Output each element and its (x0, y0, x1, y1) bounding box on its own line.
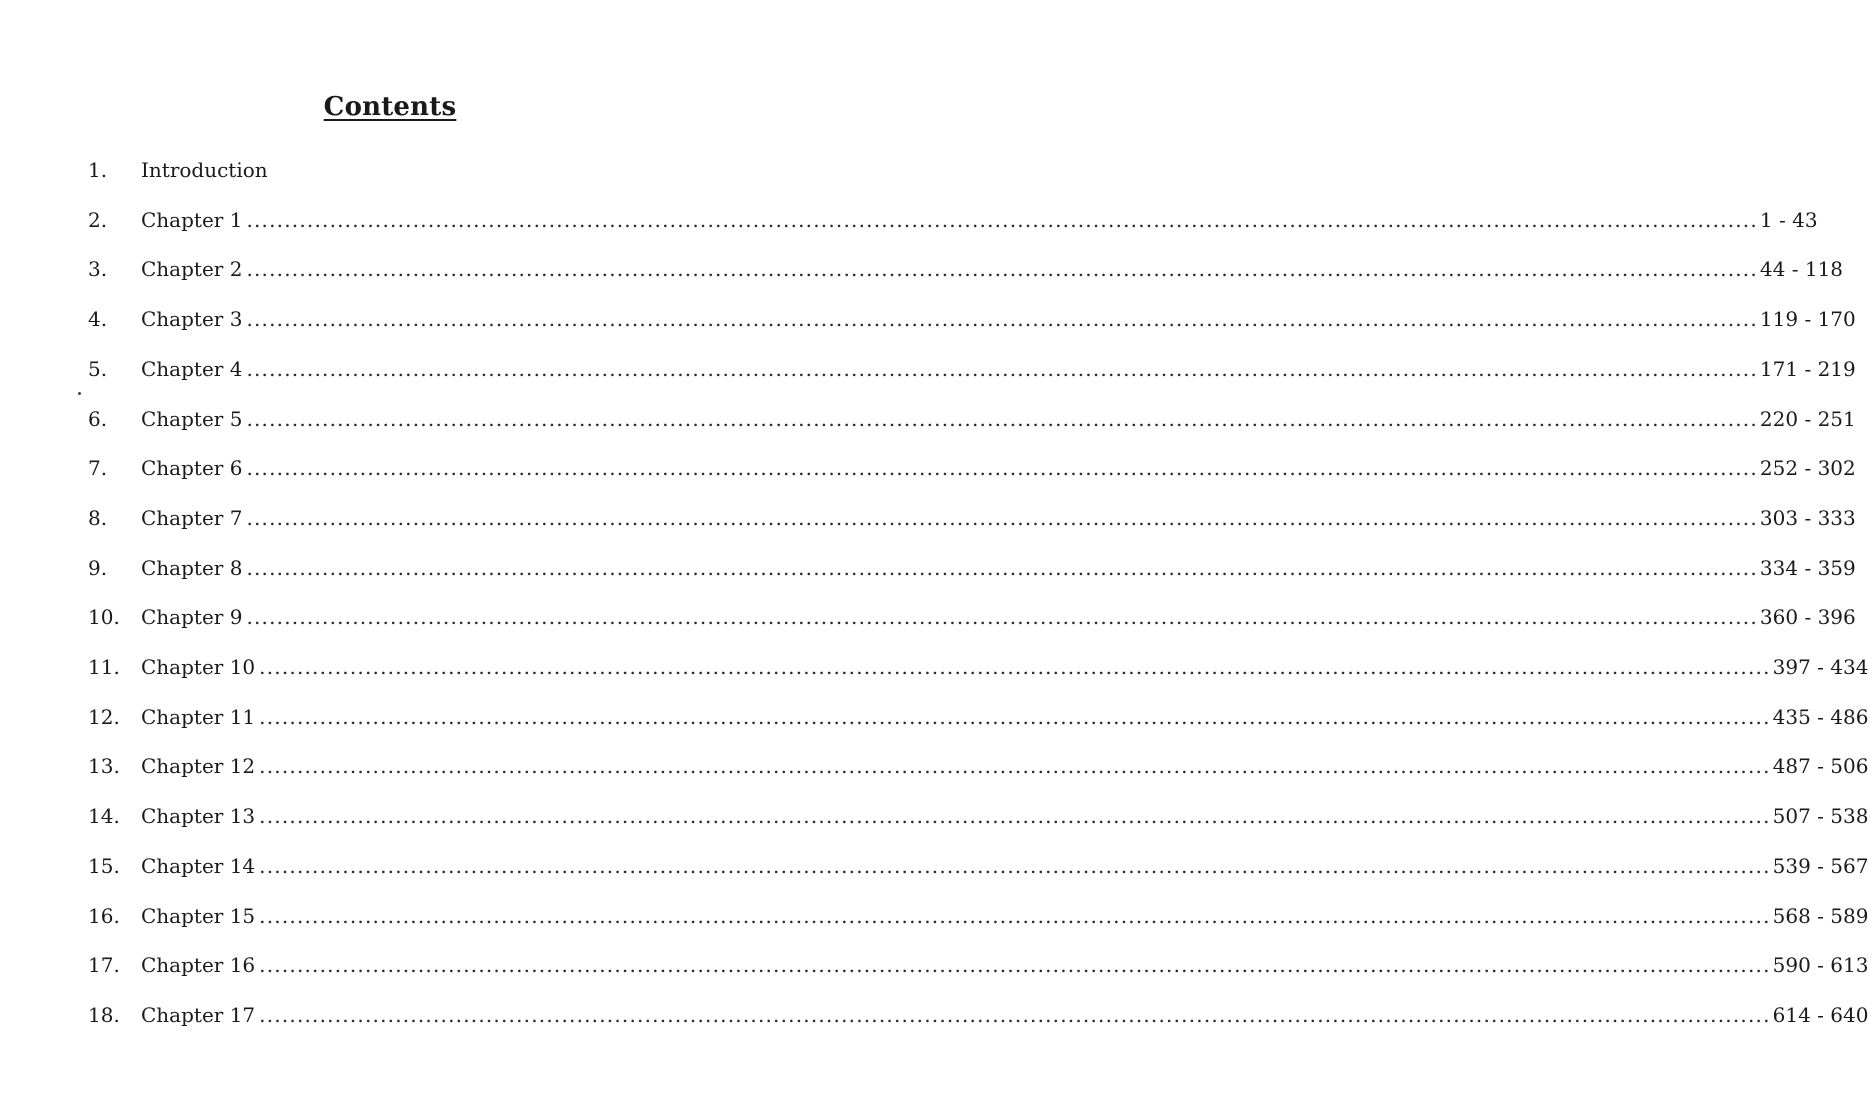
page-title: Contents (323, 92, 457, 122)
toc-entry (0, 697, 1868, 737)
entry-label: Chapter 2 (141, 257, 243, 282)
page-range: 435 - 486 (1772, 704, 1868, 729)
entry-number: 2. (88, 207, 108, 232)
entry-line (141, 504, 1856, 532)
entry-label: Chapter 13 (141, 804, 256, 829)
dot-leader: ........................................................................................................................................................................................................ (259, 1002, 1771, 1027)
entry-line (141, 951, 1868, 979)
entry-label: Chapter 17 (141, 1002, 256, 1027)
page-range: 171 - 219 (1759, 356, 1856, 381)
entry-label: Chapter 12 (141, 754, 256, 779)
entry-label: Chapter 16 (141, 953, 256, 978)
page-range: 539 - 567 (1772, 853, 1868, 878)
entry-label: Introduction (141, 158, 268, 182)
toc-entry (0, 896, 1868, 936)
dot-leader: ........................................................................................................................................................................................................ (259, 953, 1771, 978)
entry-number: 6. (88, 406, 108, 431)
entry-label: Chapter 14 (141, 853, 256, 878)
toc-entry (0, 945, 1868, 985)
page-range: 44 - 118 (1759, 257, 1844, 282)
entry-number: 3. (88, 257, 108, 282)
page-range: 590 - 613 (1772, 953, 1868, 978)
dot-leader: ........................................................................................................................................................................................................ (259, 704, 1771, 729)
toc-entry (0, 399, 1856, 439)
toc-entry (0, 597, 1856, 637)
entry-line (141, 703, 1868, 731)
entry-line (141, 1001, 1868, 1029)
entry-line (141, 405, 1856, 433)
toc-entry (0, 448, 1856, 488)
entry-number: 16. (88, 903, 120, 928)
page-range: 614 - 640 (1772, 1002, 1868, 1027)
speck-mark (78, 392, 81, 395)
entry-label: Chapter 4 (141, 356, 243, 381)
entry-label: Chapter 15 (141, 903, 256, 928)
page-range: 507 - 538 (1772, 804, 1868, 829)
entry-label: Chapter 7 (141, 505, 243, 530)
entry-number: 5. (88, 356, 108, 381)
entry-line (141, 305, 1856, 333)
entry-number: 8. (88, 505, 108, 530)
entry-number: 18. (88, 1002, 120, 1027)
entry-number: 9. (88, 555, 108, 580)
entry-label: Chapter 10 (141, 655, 256, 679)
page-range: 252 - 302 (1759, 456, 1856, 481)
dot-leader: ........................................................................................................................................................................................................ (259, 655, 1771, 679)
entry-line (141, 902, 1868, 930)
dot-leader: ........................................................................................................................................................................................................ (246, 406, 1758, 431)
entry-line (141, 603, 1856, 631)
entry-label: Chapter 11 (141, 704, 256, 729)
toc-entry (0, 150, 780, 190)
toc-entry (0, 548, 1856, 588)
page-range: 1 - 43 (1759, 207, 1818, 232)
entry-number: 4. (88, 307, 108, 332)
dot-leader: ........................................................................................................................................................................................................ (259, 853, 1771, 878)
entry-line (141, 802, 1868, 830)
dot-leader: ........................................................................................................................................................................................................ (246, 207, 1758, 232)
page-range: 303 - 333 (1759, 505, 1856, 530)
toc-entry (0, 647, 1868, 687)
page-range: 360 - 396 (1759, 605, 1856, 630)
page-range: 568 - 589 (1772, 903, 1868, 928)
entry-label: Chapter 8 (141, 555, 243, 580)
entry-number: 15. (88, 853, 120, 878)
dot-leader: ........................................................................................................................................................................................................ (246, 505, 1758, 530)
dot-leader: ........................................................................................................................................................................................................ (246, 555, 1758, 580)
entry-number: 17. (88, 953, 120, 978)
entry-label: Chapter 1 (141, 207, 243, 232)
entry-number: 7. (88, 456, 108, 481)
dot-leader: ........................................................................................................................................................................................................ (259, 903, 1771, 928)
entry-number: 10. (88, 605, 120, 630)
toc-entry (0, 200, 1818, 240)
page-range: 397 - 434 (1772, 655, 1868, 679)
dot-leader: ........................................................................................................................................................................................................ (246, 456, 1758, 481)
entry-line (141, 653, 1868, 681)
entry-number: 1. (88, 158, 108, 182)
entry-line (141, 156, 686, 184)
entry-line (141, 255, 1844, 283)
entry-line (141, 752, 1868, 780)
entry-number: 12. (88, 704, 120, 729)
entry-line (141, 454, 1856, 482)
entry-number: 13. (88, 754, 120, 779)
entry-label: Chapter 3 (141, 307, 243, 332)
dot-leader: ........................................................................................................................................................................................................ (246, 605, 1758, 630)
entry-number: 11. (88, 655, 120, 679)
entry-label: Chapter 6 (141, 456, 243, 481)
dot-leader: ........................................................................................................................................................................................................ (246, 257, 1758, 282)
entry-label: Chapter 9 (141, 605, 243, 630)
entry-line (141, 355, 1856, 383)
toc-entry (0, 746, 1868, 786)
toc-entry (0, 796, 1868, 836)
toc-entry (0, 995, 1868, 1035)
dot-leader: ........................................................................................................................................................................................................ (246, 356, 1758, 381)
entry-line (141, 206, 1818, 234)
dot-leader: ........................................................................................................................................................................................................ (246, 307, 1758, 332)
page-range: 119 - 170 (1759, 307, 1856, 332)
dot-leader: ........................................................................................................................................................................................................ (259, 804, 1771, 829)
toc-entry (0, 498, 1856, 538)
dot-leader: ........................................................................................................................................................................................................ (259, 754, 1771, 779)
toc-entry (0, 299, 1856, 339)
page-range: 487 - 506 (1772, 754, 1868, 779)
toc-entry (0, 846, 1868, 886)
entry-label: Chapter 5 (141, 406, 243, 431)
entry-number: 14. (88, 804, 120, 829)
entry-line (141, 554, 1856, 582)
toc-entry (0, 249, 1844, 289)
toc-entry (0, 349, 1856, 389)
entry-line (141, 852, 1868, 880)
page-range: 220 - 251 (1759, 406, 1856, 431)
page-range: 334 - 359 (1759, 555, 1856, 580)
